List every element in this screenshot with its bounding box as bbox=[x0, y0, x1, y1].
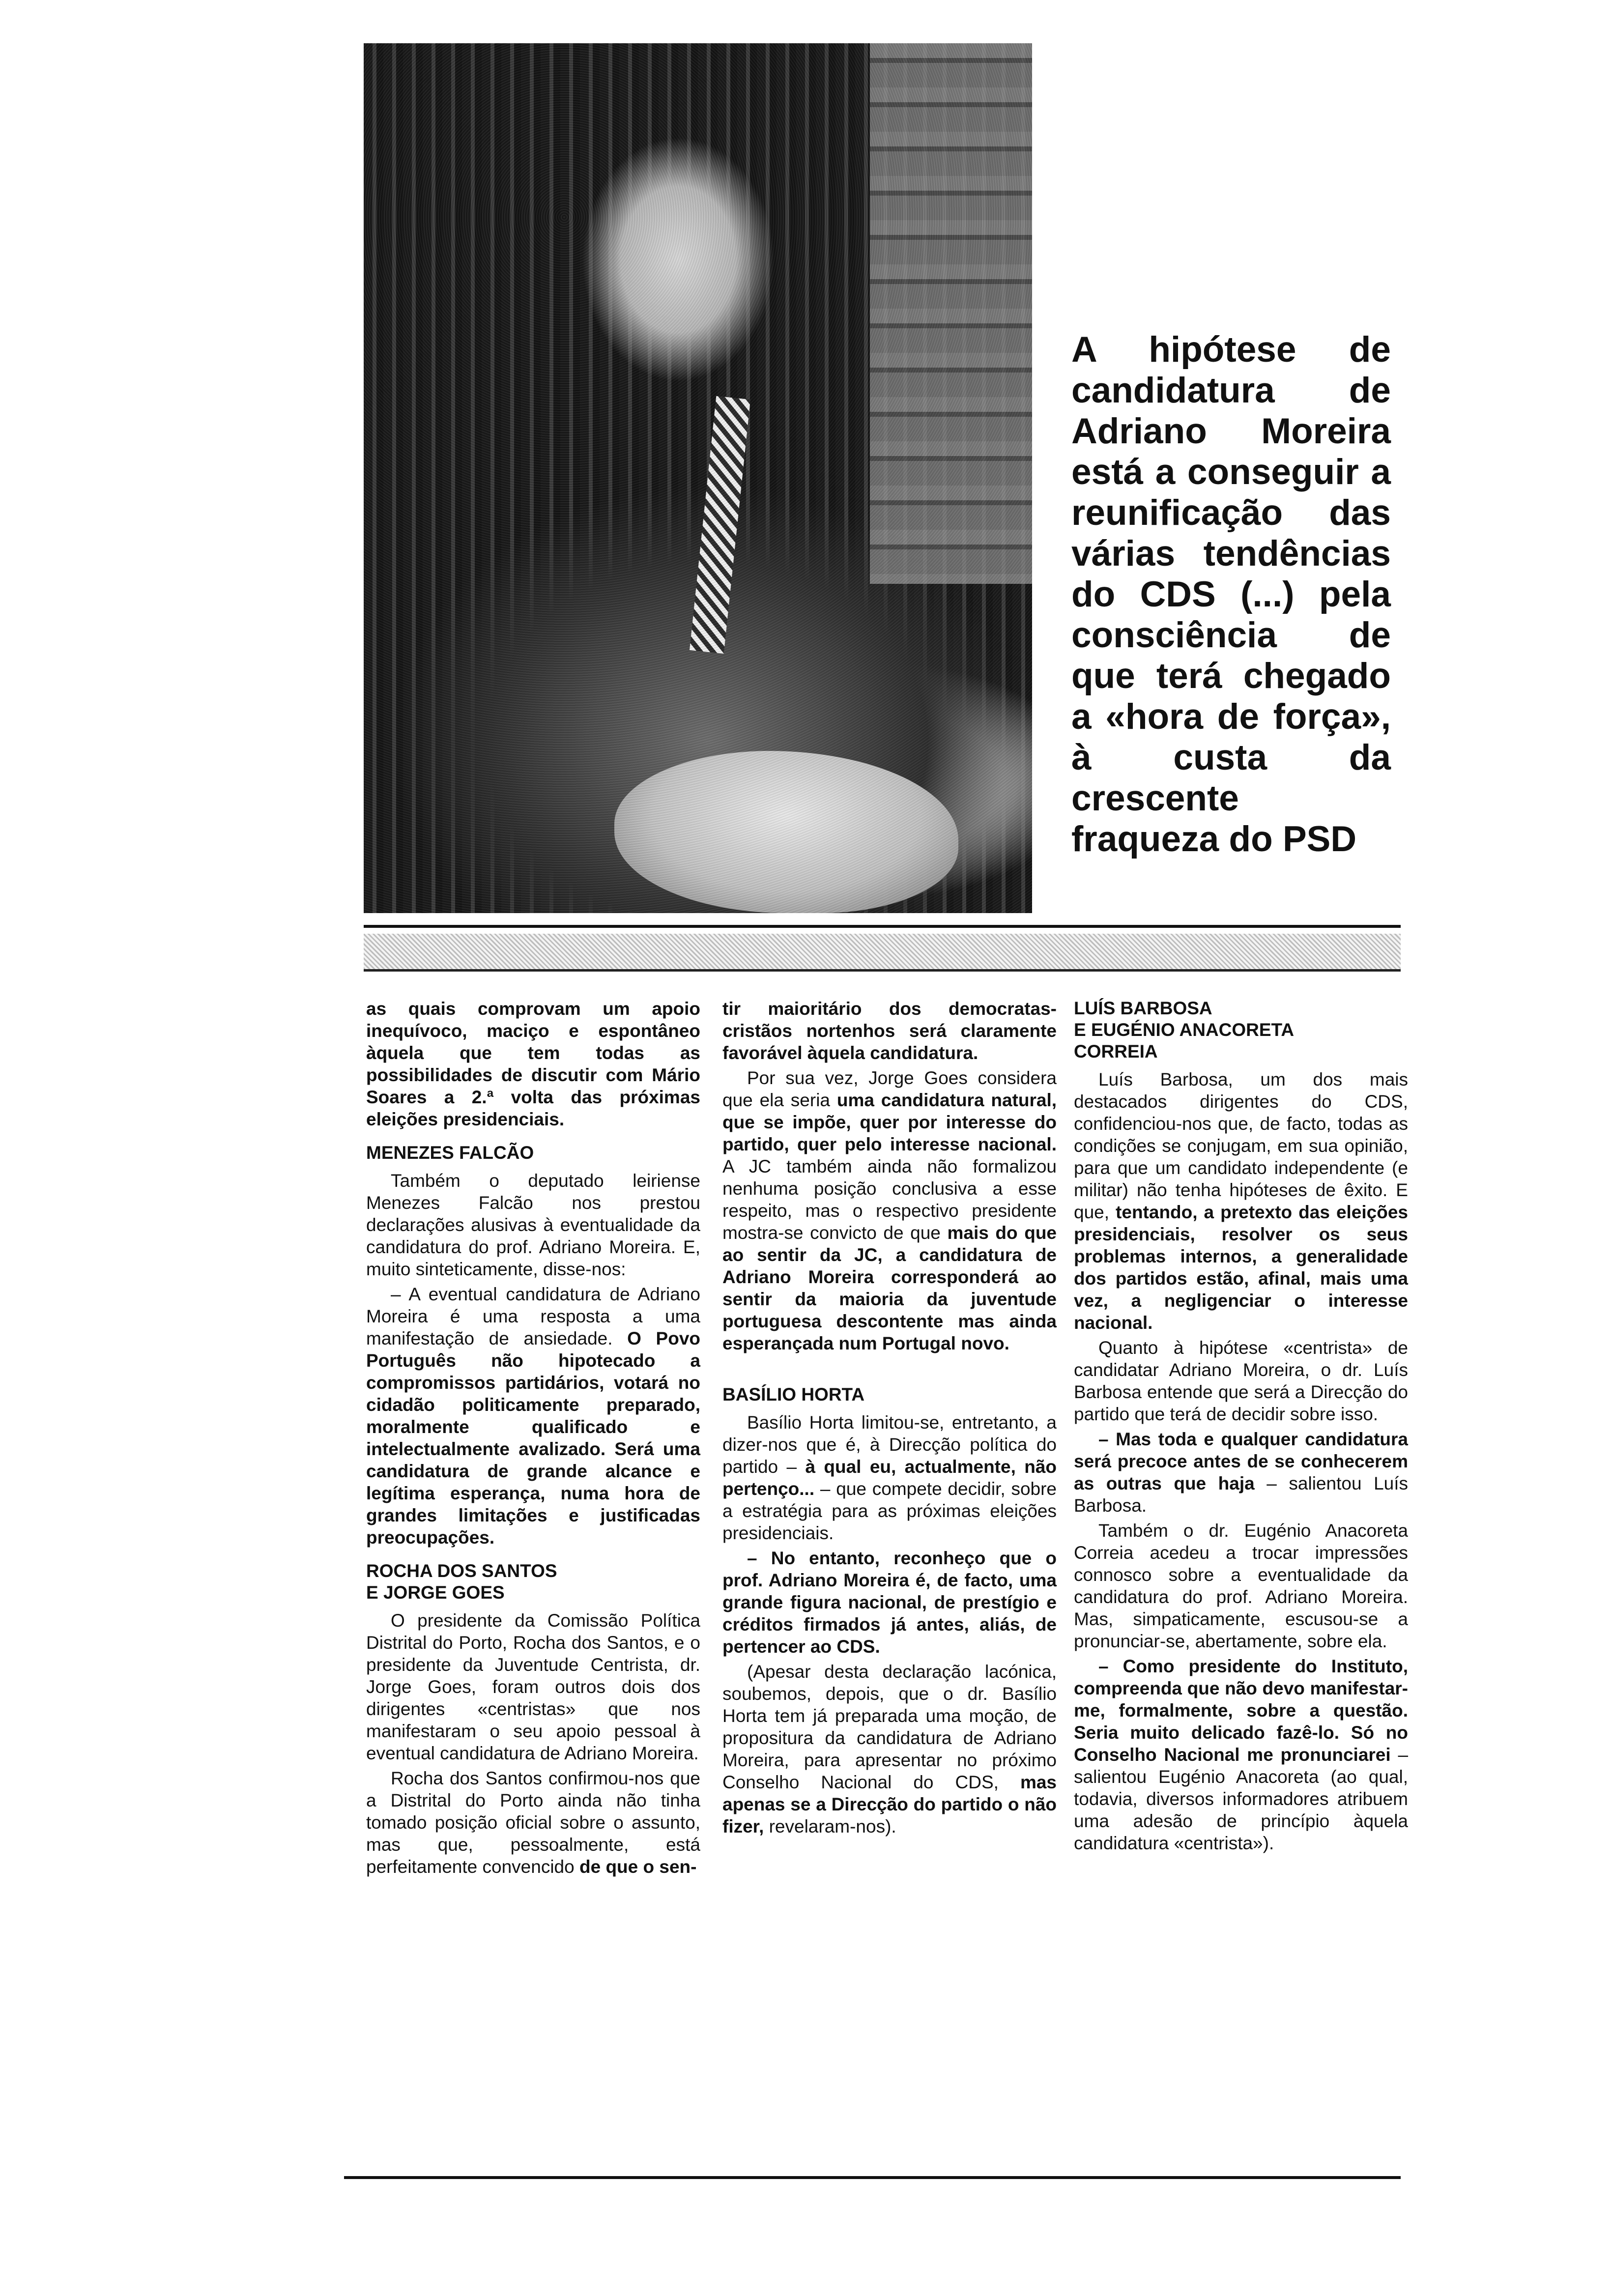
photo-grain bbox=[364, 43, 1032, 913]
heading-rocha-line2: E JORGE GOES bbox=[366, 1582, 505, 1603]
basilio-c: – que compete decidir, sobre a estratégia para as próximas eleições presidenciais. bbox=[722, 1479, 1057, 1543]
top-rule bbox=[364, 925, 1401, 928]
anacoreta-quote bbox=[1074, 1655, 1408, 1854]
basilio-paragraph-3 bbox=[722, 1661, 1057, 1837]
basilio-b: à qual eu, actualmente, não pertenço... bbox=[722, 1457, 1057, 1499]
goes-a: Por sua vez, Jorge Goes considera que ela seria bbox=[722, 1068, 1057, 1110]
heading-luis-barbosa-line1: LUÍS BARBOSA bbox=[1074, 998, 1212, 1018]
goes-d: mais do que ao sentir da JC, a candidatura de Adriano Moreira corresponderá ao sentir da maioria da juventude portuguesa descontente mas ainda esperançada num Portugal novo. bbox=[722, 1223, 1057, 1353]
barbosa-quote-plain: – salientou Luís Barbosa. bbox=[1074, 1473, 1409, 1516]
goes-paragraph bbox=[722, 1067, 1057, 1354]
goes-b: uma candidatura natural, que se impõe, quer por interesse do partido, quer pelo interesse nacional. bbox=[722, 1090, 1057, 1154]
anacoreta-quote-bold: – Como presidente do Instituto, compreenda que não devo manifestar-me, formalmente, sobre a questão. Seria muito delicado fazê-lo. Só no Conselho Nacional me pronunciarei bbox=[1074, 1656, 1408, 1765]
col2-lead: tir maioritário dos democratas-cristãos nortenhos será claramente favorável àquela candidatura. bbox=[722, 999, 1057, 1063]
basilio-quote: – No entanto, reconheço que o prof. Adriano Moreira é, de facto, uma grande figura nacional, de prestígio e créditos firmados já antes, aliás, de pertencer ao CDS. bbox=[722, 1548, 1057, 1657]
basilio-p3-a: (Apesar desta declaração lacónica, soubemos, depois, que o dr. Basílio Horta tem já preparada uma moção, de propositura da candidatura de Adriano Moreira, para apresentar no próximo Conselho Nacional do CDS, bbox=[722, 1662, 1057, 1792]
barbosa-p1-a: Luís Barbosa, um dos mais destacados dirigentes do CDS, confidenciou-nos que, de facto, todas as condições se conjugam, em sua opinião, para que um candidato independente (e militar) não tenha hipóteses de êxito. E que, bbox=[1074, 1069, 1408, 1222]
textured-divider-band bbox=[364, 934, 1401, 972]
goes-c: A JC também ainda não formalizou nenhuma posição conclusiva a esse respeito, mas o respectivo presidente mostra-se convicto de que bbox=[722, 1156, 1057, 1243]
heading-luis-barbosa-line2: E EUGÉNIO ANACORETA bbox=[1074, 1020, 1295, 1040]
menezes-quote bbox=[366, 1283, 700, 1549]
heading-rocha-line1: ROCHA DOS SANTOS bbox=[366, 1561, 557, 1581]
basilio-paragraph-1 bbox=[722, 1411, 1057, 1544]
basilio-p3-c: revelaram-nos). bbox=[769, 1816, 896, 1837]
anacoreta-paragraph-1: Também o dr. Eugénio Anacoreta Correia acedeu a trocar impressões connosco sobre a eventualidade da candidatura do prof. Adriano Moreira. Mas, simpaticamente, escusou-se a pronunciar-se, abertamente, sobre ela. bbox=[1074, 1521, 1408, 1651]
rocha-p2-bold: de que o sen- bbox=[579, 1857, 697, 1877]
column-2 bbox=[722, 998, 1057, 1840]
bottom-rule bbox=[344, 2176, 1401, 2179]
barbosa-p1-b: tentando, a pretexto das eleições presidenciais, resolver os seus problemas internos, a generalidade dos partidos estão, afinal, mais uma vez, a negligenciar o interesse nacional. bbox=[1074, 1202, 1408, 1333]
barbosa-paragraph-1 bbox=[1074, 1068, 1408, 1334]
basilio-p3-b: mas apenas se a Direcção do partido o não fizer, bbox=[722, 1772, 1057, 1837]
menezes-quote-bold: O Povo Português não hipotecado a compromissos partidários, votará no cidadão politicamente preparado, moralmente qualificado e intelectualmente avalizado. Será uma candidatura de grande alcance e legítima esperança, numa hora de grandes limitações e justificadas preocupações. bbox=[366, 1328, 700, 1548]
menezes-quote-plain: – A eventual candidatura de Adriano Moreira é uma resposta a uma manifestação de ansiedade. bbox=[366, 1284, 700, 1349]
column-3 bbox=[1074, 998, 1408, 1857]
col1-lead: as quais comprovam um apoio inequívoco, maciço e espontâneo àquela que tem todas as possibilidades de discutir com Mário Soares a 2.ª volta das próximas eleições presidenciais. bbox=[366, 999, 700, 1129]
column-1 bbox=[366, 998, 700, 1881]
heading-menezes-falcao: MENEZES FALCÃO bbox=[366, 1143, 534, 1163]
rocha-p2-plain: Rocha dos Santos confirmou-nos que a Distrital do Porto ainda não tinha tomado posição oficial sobre o assunto, mas que, pessoalmente, está perfeitamente convencido bbox=[366, 1768, 700, 1877]
rocha-paragraph-1: O presidente da Comissão Política Distrital do Porto, Rocha dos Santos, e o presidente da Juventude Centrista, dr. Jorge Goes, foram outros dois dos dirigentes «centristas» que nos manifestaram o seu apoio pessoal à eventual candidatura de Adriano Moreira. bbox=[366, 1610, 700, 1763]
heading-luis-barbosa-line3: CORREIA bbox=[1074, 1041, 1158, 1062]
heading-basilio-horta: BASÍLIO HORTA bbox=[722, 1384, 865, 1405]
menezes-paragraph: Também o deputado leiriense Menezes Falcão nos prestou declarações alusivas à eventualidade da candidatura do prof. Adriano Moreira. E, muito sinteticamente, disse-nos: bbox=[366, 1171, 700, 1279]
barbosa-quote bbox=[1074, 1428, 1408, 1517]
portrait-photo bbox=[364, 43, 1032, 913]
rocha-paragraph-2 bbox=[366, 1767, 700, 1878]
barbosa-paragraph-2: Quanto à hipótese «centrista» de candidatar Adriano Moreira, o dr. Luís Barbosa entende que será a Direcção do partido que terá de decidir sobre isso. bbox=[1074, 1338, 1408, 1424]
barbosa-quote-bold: – Mas toda e qualquer candidatura será precoce antes de se conhecerem as outras que haja bbox=[1074, 1429, 1408, 1493]
basilio-a: Basílio Horta limitou-se, entretanto, a dizer-nos que é, à Direcção política do partido – bbox=[722, 1412, 1057, 1477]
anacoreta-quote-plain: – salientou Eugénio Anacoreta (ao qual, todavia, diversos informadores atribuem uma adesão de princípio àquela candidatura «centrista»). bbox=[1074, 1745, 1409, 1853]
pull-quote: A hipótese de candidatura de Adriano Moreira está a conseguir a reunificação das várias tendências do CDS (...) pela consciência de que terá chegado a «hora de força», à custa da crescente fraqueza do PSD bbox=[1071, 330, 1391, 859]
